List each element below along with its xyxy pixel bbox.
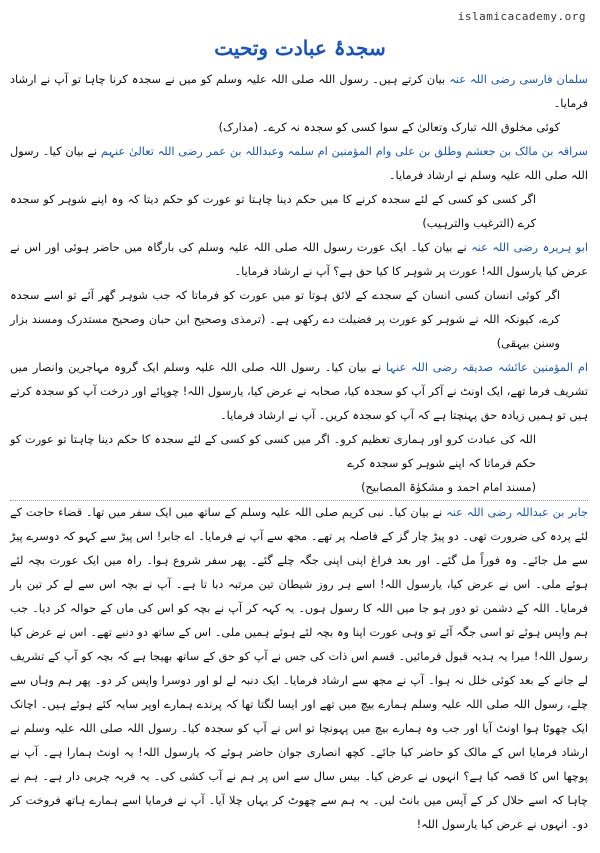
quote-text: اللہ کی عبادت کرو اور ہماری تعظیم کرو۔ اگر میں کسی کو کسی کے لئے سجدہ کا حکم دینا چاہتا تو عورت کو حکم فرماتا کہ اپنے شوہر کو سجدہ کرے xyxy=(10,433,536,470)
narrator-name: ام المؤمنین عائشہ صدیقہ رضی اللہ عنہا xyxy=(386,361,588,374)
quote-text: کوئی مخلوق اللہ تبارک وتعالیٰ کے سوا کسی کو سجدہ نہ کرے۔ (مدارک) xyxy=(218,121,560,134)
hadith-quote xyxy=(10,116,588,140)
paragraph-aisha xyxy=(10,356,588,428)
page-title: سجدۂ عبادت وتحیت xyxy=(214,36,386,60)
paragraph-suraqa xyxy=(10,140,588,188)
site-watermark: islamicacademy.org xyxy=(457,10,586,23)
quote-text: اگر کسی کو کسی کے لئے سجدہ کرنے کا میں حکم دینا چاہتا تو عورت کو حکم دیتا کہ وہ اپنے شوہر کو سجدہ کرے (الترغیب والترہیب) xyxy=(10,193,536,230)
paragraph-salman xyxy=(10,68,588,116)
paragraph-text: نے بیان کیا۔ نبی کریم صلی اللہ علیہ وسلم کے ساتھ میں ایک سفر میں تھا۔ قضاء حاجت کے لئے پردہ کی ضرورت تھی۔ دو پیڑ چار گز کے فاصلہ پر تھے۔ مجھ سے آپ نے فرمایا۔ اے جابر! اس پیڑ سے کہو کہ دوسرے پیڑ سے مل جائے۔ وہ فوراً مل گئے۔ اور بعد فراغ اپنی اپنی جگہ چلے گئے۔ پھر سفر شروع ہوا۔ راہ میں ایک عورت بچہ لئے ہوئے ملی۔ اس نے عرض کیا، یارسول اللہ! اسے ہر روز شیطان تین مرتبہ دبا تا ہے۔ آپ نے بچہ اس سے لے کر تین بار فرمایا۔ اللہ کے دشمن تو دور ہو جا میں اللہ کا رسول ہوں۔ یہ کہہ کر آپ نے بچہ کو اس کی ماں کے حوالہ کر دیا۔ جب ہم واپس ہوئے تو اسی جگہ آئے تو وہی عورت اپنا وہ بچہ لئے ہوئے ہمیں ملی۔ اس کے ساتھ دو دنبے تھے۔ اس نے عرض کیا رسول اللہ! میرا یہ ہدیہ قبول فرمائیں۔ قسم اس ذات کی جس نے آپ کو حق کے ساتھ بھیجا ہے کہ بچہ کو آپ کے تشریف لے جانے کے بعد کوئی خلل نہ ہوا۔ آپ نے مجھ سے ارشاد فرمایا۔ ایک دنبہ لے لو اور دوسرا واپس کر دو۔ پھر ہم وہاں سے چلے، رسول اللہ صلی اللہ علیہ وسلم ہمارے بیچ میں تھے اور ایسا لگتا تھا کہ پرندے ہمارے اوپر سایہ کئے ہوئے ہیں۔ اچانک ایک چھوٹا ہوا اونٹ آیا اور جب وہ ہمارے بیچ میں پہونچا تو اس نے آپ کو سجدہ کیا۔ رسول اللہ صلی اللہ علیہ وسلم نے ارشاد فرمایا اس کے مالک کو حاضر کیا جائے۔ کچھ انصاری جوان حاضر ہوئے کہ یارسول اللہ! یہ اونٹ ہمارا ہے۔ آپ نے پوچھا اس کا قصہ کیا ہے؟ انہوں نے عرض کیا۔ بیس سال سے اس پر ہم نے آب کشی کی۔ یہ فربہ چربی دار ہے۔ ہم نے چاہا کہ اسے حلال کر کے آپس میں بانٹ لیں۔ یہ ہم سے چھوٹ کر یہاں چلا آیا۔ آپ نے فرمایا اسے ہمارے ہاتھ فروخت کر دو۔ انہوں نے عرض کیا یارسول اللہ! xyxy=(10,506,588,831)
quote-text: اگر کوئی انسان کسی انسان کے سجدے کے لائق ہوتا تو میں عورت کو فرماتا کہ جب شوہر گھر آئے تو اسے سجدہ کرے، کیونکہ اللہ نے شوہر کو عورت پر فضیلت دے رکھی ہے۔ (ترمذی وصحیح ابن حبان وصحیح مستدرک ومسند بزار وسنن بیہقی) xyxy=(10,289,560,350)
hadith-quote xyxy=(10,428,588,476)
narrator-name: سراقہ بن مالک بن جعشم وطلق بن علی وام المؤمنین ام سلمہ وعبداللہ بن عمر رضی اللہ تعالیٰ عنہم xyxy=(100,145,589,158)
article-body xyxy=(10,68,588,837)
hadith-quote xyxy=(10,188,588,236)
reference-text: (مسند امام احمد و مشکوٰۃ المصابیح) xyxy=(361,481,536,494)
paragraph-abu-hurayra xyxy=(10,236,588,284)
paragraph-text: نے بیان کیا۔ رسول اللہ صلی اللہ علیہ وسلم نے ارشاد فرمایا۔ xyxy=(10,145,588,182)
narrator-name: ابو ہریرہ رضی اللہ عنہ xyxy=(471,241,588,254)
hadith-reference xyxy=(10,476,588,500)
narrator-name: جابر بن عبداللہ رضی اللہ عنہ xyxy=(446,506,588,519)
hadith-quote xyxy=(10,284,588,356)
paragraph-text: نے بیان کیا۔ ایک عورت رسول اللہ صلی اللہ علیہ وسلم کی بارگاہ میں حاضر ہوئی اور اس نے عرض کیا یارسول اللہ! عورت پر شوہر کا کیا حق ہے؟ آپ نے ارشاد فرمایا۔ xyxy=(10,241,588,278)
narrator-name: سلمان فارسی رضی اللہ عنہ xyxy=(449,73,588,86)
paragraph-jabir xyxy=(10,501,588,837)
paragraph-text: نے بیان کیا۔ رسول اللہ صلی اللہ علیہ وسلم ایک گروہ مہاجرین وانصار میں تشریف فرما تھے، ایک اونٹ نے آکر آپ کو سجدہ کیا، صحابہ نے عرض کیا، یارسول اللہ! چوپائے اور درخت آپ کو سجدہ کرتے ہیں تو ہمیں زیادہ حق پہنچتا ہے کہ آپ کو سجدہ کریں۔ آپ نے ارشاد فرمایا۔ xyxy=(10,361,588,422)
paragraph-text: بیان کرتے ہیں۔ رسول اللہ صلی اللہ علیہ وسلم کو میں نے سجدہ کرنا چاہا تو آپ نے ارشاد فرمایا۔ xyxy=(10,73,588,110)
